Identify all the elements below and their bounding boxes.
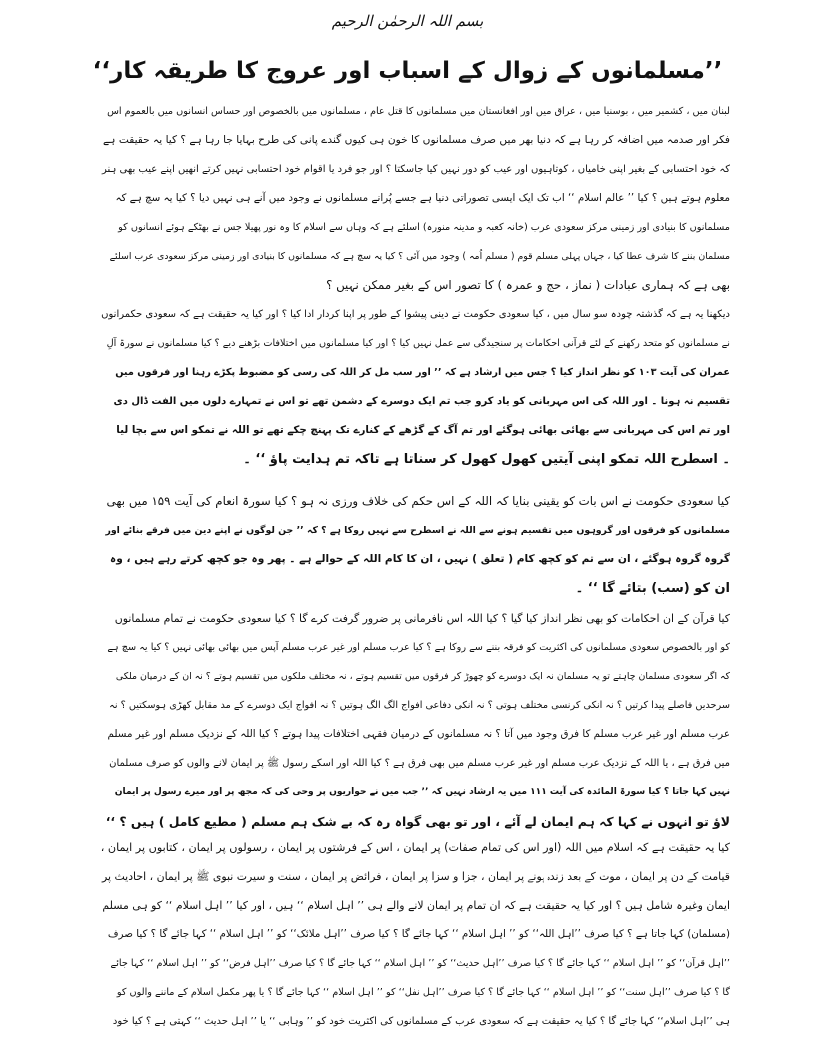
text-line: کہ خود احتسابی کے بغیر اپنی خامیاں ، کوتاہیوں اور عیب کو دور نہیں کیا جاسکتا ؟ اور جو فرد یا اقوام خود احتسابی نہیں کرتے انھیں اپنے عیب بھی ہنر xyxy=(101,164,730,175)
text-line: لبنان میں ، کشمیر میں ، بوسنیا میں ، عراق میں اور افغانستان میں مسلمانوں کا قتل عام ، مسلمانوں میں بالخصوص اور حساس انسانوں میں بالعموم اس xyxy=(107,106,730,117)
text-line: دیکھنا یہ ہے کہ گذشتہ چودہ سو سال میں ، کیا سعودی حکومت نے دینی پیشوا کے طور پر اپنا کردار ادا کیا ؟ اور کیا یہ حقیقت ہے کہ سعودی حکمرانوں xyxy=(101,309,730,320)
text-line: میں فرق ہے ، یا اللہ کے نزدیک عرب مسلم اور غیر عرب مسلم میں بھی فرق ہے ؟ کیا اللہ اور اسکے رسول ﷺ پر ایمان لانے والوں کو صرف مسلمان xyxy=(109,758,730,769)
text-line: مسلمان بننے کا شرف عطا کیا ، جہاں پہلی مسلم قوم ( مسلم اُمہ ) وجود میں آئی ؟ کیا یہ سچ ہے کہ مسلمانوں کا بنیادی اور زمینی مرکز سعودی عرب اسلئے xyxy=(109,251,730,262)
text-line: ان کو (سب) بتائے گا ‘‘ ۔ xyxy=(575,581,730,596)
text-line: مسلمانوں کا بنیادی اور زمینی مرکز سعودی عرب (خانہ کعبہ و مدینہ منورہ) اسلئے ہے کہ وہاں سے اسلام کا وہ نور پھیلا جس نے بھٹکے ہوئے انسانوں کو xyxy=(118,222,730,233)
text-line: اور تم اس کی مہربانی سے بھائی بھائی ہوگئے اور تم آگ کے گڑھے کے کنارے تک پہنچ چکے تھے تو اللہ نے تمکو اس سے بچا لیا xyxy=(116,424,730,436)
paragraph-2 xyxy=(100,300,730,474)
text-line: عمران کی آیت ۱۰۳ کو نظر انداز کیا ؟ جس میں ارشاد ہے کہ ’’ اور سب مل کر اللہ کی رسی کو مضبوط پکڑے رہنا اور فرقوں میں xyxy=(115,367,730,378)
text-line: کہ اگر سعودی مسلمان چاہتے تو یہ مسلمان نہ ایک دوسرے کو چھوڑ کر فرقوں میں تقسیم ہوتے ، نہ مختلف ملکوں میں تقسیم ہوتے ؟ نہ ان کے درمیان ملکی xyxy=(115,671,730,682)
text-line: ہی ’’اہل اسلام‘‘ کہا جائے گا ؟ کیا یہ حقیقت ہے کہ سعودی عرب کے مسلمانوں کی اکثریت خود کو ’’ وہابی ‘‘ یا ’’ اہل حدیث ‘‘ کہتی ہے ؟ کیا خود xyxy=(112,1016,730,1027)
text-line: قیامت کے دن پر ایمان ، موت کے بعد زندہ ہونے پر ایمان ، جزا و سزا پر ایمان ، فرائض پر ایمان ، سنت و سیرت نبوی ﷺ پر ایمان ، احادیث پر xyxy=(101,870,730,883)
text-line: کیا یہ حقیقت ہے کہ اسلام میں اللہ (اور اس کی تمام صفات) پر ایمان ، اس کے فرشتوں پر ایمان ، رسولوں پر ایمان ، کتابوں پر ایمان ، xyxy=(100,841,730,854)
text-line: معلوم ہوتے ہیں ؟ کیا ’’ عالم اسلام ‘‘ اب تک ایک ایسی تصوراتی دنیا ہے جسے پُرانے مسلمانوں نے وجود میں آنے ہی نہیں دیا ؟ کیا یہ سچ ہے کہ xyxy=(115,192,730,204)
text-line: گا ؟ کیا صرف ’’اہل سنت‘‘ کو ’’ اہل اسلام ‘‘ کہا جائے گا ؟ کیا صرف ’’اہل نفل‘‘ کو ’’ اہل اسلام ‘‘ کہا جائے گا ؟ یا پھر مکمل اسلام کے ماننے والوں کو xyxy=(116,987,730,998)
paragraph-1 xyxy=(100,97,730,300)
text-line: کو اور بالخصوص سعودی مسلمانوں کی اکثریت کو فرقہ بننے سے روکا ہے ؟ کیا عرب مسلم اور غیر عرب مسلم آپس میں بھائی بھائی نہیں ؟ کیا یہ سچ ہے xyxy=(107,642,730,653)
text-line: نہیں کہا جاتا ؟ کیا سورۃ المائدہ کی آیت ۱۱۱ میں یہ ارشاد نہیں کہ ’’ جب میں نے حواریوں پر وحی کی کہ مجھ پر اور میرے رسول پر ایمان xyxy=(114,787,730,797)
text-line: نے مسلمانوں کو متحد رکھنے کے لئے قرآنی احکامات پر سنجیدگی سے عمل نہیں کیا ؟ اور کیا مسلمانوں میں اختلافات بڑھنے دیے ؟ کیا مسلمانوں نے سورۃ آلِ xyxy=(106,338,730,349)
text-line: ’’اہل قرآن‘‘ کو ’’ اہل اسلام ‘‘ کہا جائے گا ؟ کیا صرف ’’اہل حدیث‘‘ کو ’’ اہل اسلام ‘‘ کہا جائے گا ؟ کیا صرف ’’اہل فرض‘‘ کو ’’ اہل اسلام ‘‘ کہا جائے xyxy=(110,958,730,969)
text-line: عرب مسلم اور غیر عرب مسلم کا فرق وجود میں آتا ؟ نہ مسلمانوں کے درمیان فقہی اختلافات پیدا ہوتے ؟ کیا اللہ کے نزدیک مسلم اور غیر مسلم xyxy=(107,728,730,740)
text-line: مسلمانوں کو فرقوں اور گروہوں میں تقسیم ہونے سے اللہ نے اسطرح سے نہیں روکا ہے ؟ کہ ’’ جن لوگوں نے اپنے دین میں فرقے بنائے اور xyxy=(105,525,730,536)
text-line: کیا قرآن کے ان احکامات کو بھی نظر انداز کیا گیا ؟ کیا اللہ اس نافرمانی پر ضرور گرفت کرے گا ؟ کیا سعودی حکومت نے تمام مسلمانوں xyxy=(114,612,730,625)
text-line: (مسلمان) کہا جاتا ہے ؟ کیا صرف ’’اہل اللہ‘‘ کو ’’ اہل اسلام ‘‘ کہا جائے گا ؟ کیا صرف ’’اہل ملائک‘‘ کو ’’ اہل اسلام ‘‘ کہا جائے گا ؟ کیا صرف xyxy=(107,928,730,940)
paragraph-4 xyxy=(100,604,730,836)
text-line: ۔ اسطرح اللہ تمکو اپنی آیتیں کھول کھول کر سناتا ہے تاکہ تم ہدایت پاؤ ‘‘ ۔ xyxy=(243,452,730,467)
text-line: سرحدیں فاصلے پیدا کرتیں ؟ نہ انکی کرنسی مختلف ہوتی ؟ نہ انکی دفاعی افواج الگ الگ ہوتیں ؟ نہ افواج ایک دوسرے کے مد مقابل کھڑی ہوسکتیں ؟ نہ xyxy=(109,700,730,711)
text-line: ایمان وغیرہ شامل ہیں ؟ اور کیا یہ حقیقت ہے کہ ان تمام پر ایمان لانے والے ہی ’’ اہل اسلام ‘‘ ہیں ، اور کیا ’’ اہل اسلام ‘‘ کو ہی مسلم xyxy=(102,899,730,912)
text-line: کیا سعودی حکومت نے اس بات کو یقینی بنایا کہ اللہ کے اس حکم کی خلاف ورزی نہ ہو ؟ کیا سورۃ انعام کی آیت ۱۵۹ میں بھی xyxy=(106,494,730,508)
text-line: گروہ گروہ ہوگئے ، ان سے تم کو کچھ کام ( تعلق ) نہیں ، ان کا کام اللہ کے حوالے ہے ۔ پھر وہ جو کچھ کرتے رہے ہیں ، وہ xyxy=(110,553,730,565)
text-line: لاؤ تو انہوں نے کہا کہ ہم ایمان لے آئے ، اور تو بھی گواہ رہ کہ بے شک ہم مسلم ( مطیع کامل ) ہیں ؟ ‘‘ xyxy=(105,814,730,829)
text-line: بھی ہے کہ ہماری عبادات ( نماز ، حج و عمرہ ) کا تصور اس کے بغیر ممکن نہیں ؟ xyxy=(326,278,730,292)
text-line: فکر اور صدمہ میں اضافہ کر رہا ہے کہ دنیا بھر میں صرف مسلمانوں کا خون ہی کیوں گندے پانی کی طرح بہایا جا رہا ہے ؟ کیا یہ حقیقت ہے xyxy=(103,134,730,146)
paragraph-3 xyxy=(100,487,730,603)
text-line: تقسیم نہ ہونا ۔ اور اللہ کی اس مہربانی کو یاد کرو جب تم ایک دوسرے کے دشمن تھے تو اس نے تمہارے دلوں میں الفت ڈال دی xyxy=(113,396,730,407)
paragraph-5 xyxy=(100,833,730,1036)
bismillah-heading: بسم اللہ الرحمٰن الرحیم xyxy=(331,12,484,30)
page-title: ’’مسلمانوں کے زوال کے اسباب اور عروج کا طریقہ کار‘‘ xyxy=(92,58,723,84)
